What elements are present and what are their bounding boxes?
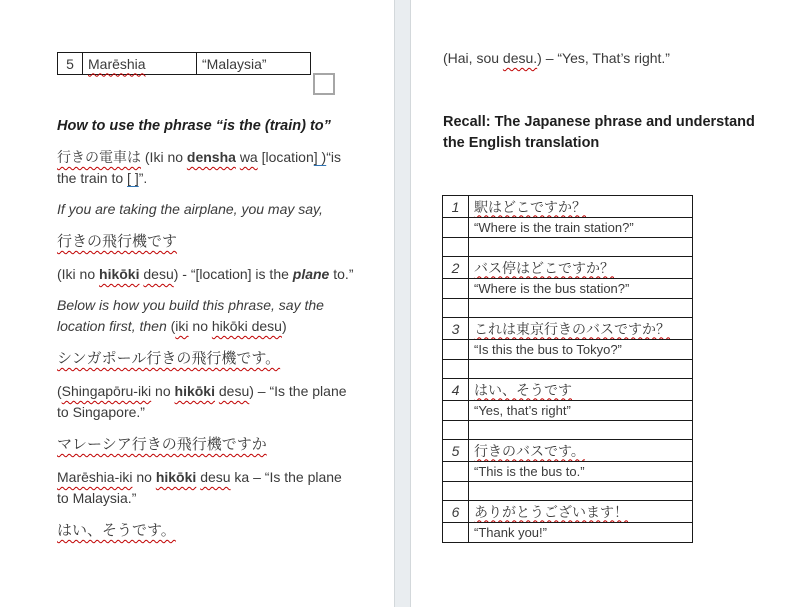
text-run: [location [257,149,314,165]
hai-sou-desu-paragraph [443,48,783,69]
table-row [443,196,693,218]
text-run: iki [175,318,189,334]
text-run: はい、そうです。 [57,522,176,539]
english-cell: “This is the bus to.” [469,462,693,482]
singapore-phrase-paragraph [57,381,357,423]
text-run: hikōki [155,469,197,485]
japanese-cell: 駅はどこですか？ [469,196,693,218]
text-run: ) - “[location] is the [173,266,293,282]
row-number-cell: 1 [443,196,469,218]
text-run: plane [292,266,330,282]
text-run: no [188,318,212,334]
empty-cell [469,238,693,257]
text-run: “is the train to [57,149,341,186]
text-run: ] ) [313,149,327,165]
text-run: 行きの飛行機です [57,233,178,250]
row-number-cell [443,218,469,238]
table-row [443,257,693,279]
row-number-cell: 6 [443,501,469,523]
intro-line-container [443,48,783,69]
text-run: ka – “Is the plane to Malaysia.” [57,469,342,506]
text-run: ) – “Is the plane to Singapore.” [57,383,347,420]
text-run: wa [239,149,258,165]
vocab-row-word [83,53,197,75]
table-row [443,279,693,299]
japanese-line-plane [57,230,357,254]
row-number-cell [443,360,469,379]
text-run: desu [218,383,250,399]
text-run: densha [186,149,236,165]
content-control-checkbox[interactable] [313,73,335,95]
text-run: (Hai, sou [443,50,503,66]
japanese-cell: バス停はどこですか？ [469,257,693,279]
english-cell: “Thank you!” [469,523,693,543]
table-row [443,218,693,238]
row-number-cell: 5 [443,440,469,462]
text-run: ( [170,318,176,334]
text-run: hikōki [174,383,215,399]
left-text-column [57,116,357,553]
row-number-cell [443,299,469,318]
text-run: Below is how you build this phrase, say the location first, then [57,297,324,334]
row-number-cell: 2 [443,257,469,279]
text-run: ) – “Yes, That’s right.” [537,50,670,66]
text-run: desu. [502,50,538,66]
row-number-cell: 3 [443,318,469,340]
japanese-cell: はい、そうです [469,379,693,401]
row-number-cell [443,340,469,360]
english-cell: “Where is the bus station?” [469,279,693,299]
text-run: no [151,383,175,399]
row-number-cell [443,482,469,501]
document-page-left [0,0,395,607]
table-row [443,482,693,501]
text-run: マレーシア行きの飛行機ですか [57,436,267,453]
text-run: ( [57,383,62,399]
plane-phrase-paragraph [57,264,357,285]
text-run: hikōki desu [211,318,282,334]
japanese-cell: 行きのバスです。 [469,440,693,462]
japanese-line-singapore [57,347,357,371]
text-run: ) [281,318,287,334]
text-run: [ ] [127,170,139,186]
english-cell: “Yes, that’s right” [469,401,693,421]
airplane-note-paragraph [57,199,357,220]
japanese-cell: これは東京行きのバスですか？ [469,318,693,340]
english-cell: “Is this the bus to Tokyo?” [469,340,693,360]
row-number-cell [443,462,469,482]
recall-table [442,195,693,543]
text-run: (Iki no [141,149,187,165]
text-run: hikōki [99,266,140,282]
section-heading: How to use the phrase “is the (train) to” [57,118,331,134]
empty-cell [469,299,693,318]
empty-cell [469,421,693,440]
text-run: (Iki no [57,266,100,282]
text-run: Marēshia-iki [57,469,133,485]
table-row [443,501,693,523]
train-phrase-paragraph [57,147,357,189]
english-cell: “Where is the train station?” [469,218,693,238]
table-row [443,462,693,482]
vocab-row-number: 5 [58,53,83,75]
japanese-line-yes [57,519,357,543]
build-phrase-note-paragraph [57,295,357,337]
text-run: Shingapōru-iki [61,383,152,399]
vocab-table [57,52,311,75]
table-row [443,401,693,421]
text-run: 行きの電車は [57,149,141,165]
text-run: ”. [138,170,148,186]
row-number-cell [443,421,469,440]
table-row [443,360,693,379]
row-number-cell [443,279,469,299]
table-row [443,340,693,360]
row-number-cell [443,238,469,257]
row-number-cell: 4 [443,379,469,401]
empty-cell [469,360,693,379]
row-number-cell [443,523,469,543]
table-row [443,299,693,318]
text-run: シンガポール行きの飛行機です。 [57,350,281,367]
text-run: If you are taking the airplane, you may say, [57,201,323,217]
japanese-cell: ありがとうございます！ [469,501,693,523]
text-run: desu [143,266,174,282]
table-row [443,421,693,440]
vocab-table-row [58,53,311,75]
text-run: desu [200,469,231,485]
table-row [443,318,693,340]
document-page-right [410,0,803,607]
empty-cell [469,482,693,501]
vocab-row-translation: “Malaysia” [197,53,311,75]
table-row [443,238,693,257]
recall-heading: Recall: The Japanese phrase and understand the English translation [443,114,755,151]
spellcheck-word: Marēshia [88,55,146,72]
malaysia-phrase-paragraph [57,467,357,509]
japanese-line-malaysia [57,433,357,457]
table-row [443,440,693,462]
text-run: no [132,469,156,485]
row-number-cell [443,401,469,421]
table-row [443,379,693,401]
text-run: to.” [329,266,354,282]
table-row [443,523,693,543]
